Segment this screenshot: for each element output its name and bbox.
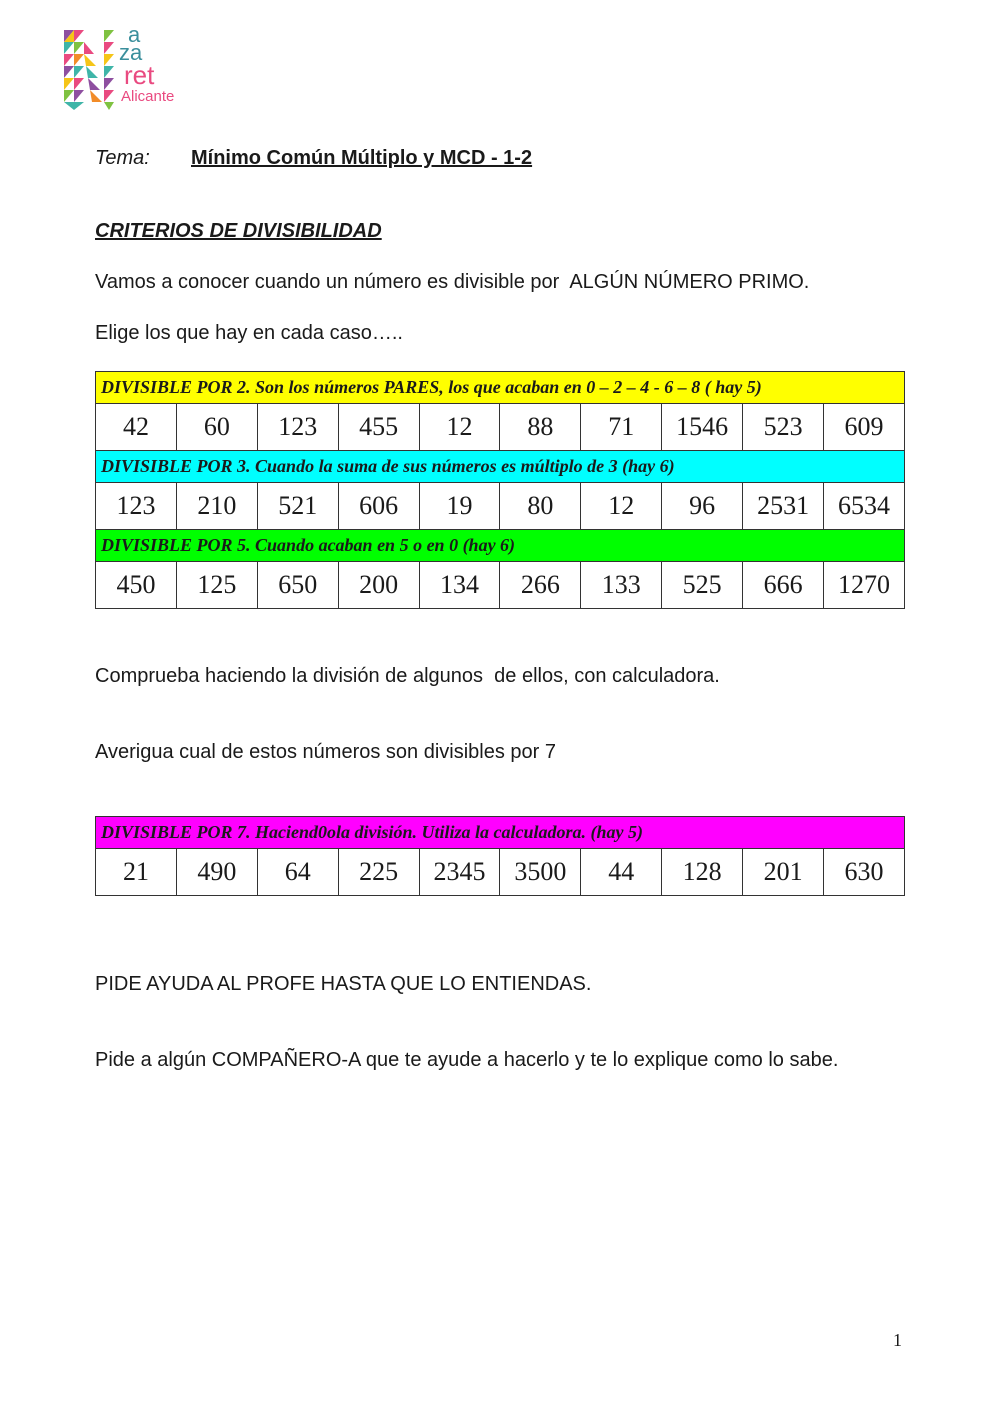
help-teacher-text: PIDE AYUDA AL PROFE HASTA QUE LO ENTIENDAS. xyxy=(95,973,592,995)
logo-text-city: Alicante xyxy=(121,88,175,105)
page-title: Mínimo Común Múltiplo y MCD - 1-2 xyxy=(191,147,533,169)
number-cell[interactable]: 225 xyxy=(338,849,419,896)
number-cell[interactable]: 523 xyxy=(743,404,824,451)
number-cell[interactable]: 266 xyxy=(500,562,581,609)
number-row xyxy=(96,562,905,609)
number-cell[interactable]: 525 xyxy=(662,562,743,609)
number-cell[interactable]: 450 xyxy=(96,562,177,609)
intro-line-1: Vamos a conocer cuando un número es divisible por ALGÚN NÚMERO PRIMO. xyxy=(95,271,810,293)
number-cell[interactable]: 64 xyxy=(257,849,338,896)
number-row xyxy=(96,404,905,451)
number-cell[interactable]: 12 xyxy=(581,483,662,530)
help-classmate-text: Pide a algún COMPAÑERO-A que te ayude a hacerlo y te lo explique como lo sabe. xyxy=(95,1049,839,1071)
number-cell[interactable]: 12 xyxy=(419,404,500,451)
number-cell[interactable]: 1546 xyxy=(662,404,743,451)
logo-text-a: a xyxy=(128,22,141,47)
logo-n-mark-icon xyxy=(64,30,126,110)
logo-text-ret: ret xyxy=(124,60,155,90)
number-cell[interactable]: 200 xyxy=(338,562,419,609)
number-cell[interactable]: 606 xyxy=(338,483,419,530)
tema-label: Tema: xyxy=(95,147,150,169)
page-number: 1 xyxy=(893,1330,902,1350)
number-cell[interactable]: 666 xyxy=(743,562,824,609)
number-cell[interactable]: 88 xyxy=(500,404,581,451)
number-cell[interactable]: 123 xyxy=(257,404,338,451)
section-title: CRITERIOS DE DIVISIBILIDAD xyxy=(95,220,382,242)
number-cell[interactable]: 123 xyxy=(96,483,177,530)
table-header-row xyxy=(96,817,905,849)
number-cell[interactable]: 630 xyxy=(824,849,905,896)
number-cell[interactable]: 134 xyxy=(419,562,500,609)
number-cell[interactable]: 210 xyxy=(176,483,257,530)
number-cell[interactable]: 44 xyxy=(581,849,662,896)
divisibility-table xyxy=(95,371,905,609)
number-row xyxy=(96,849,905,896)
number-cell[interactable]: 21 xyxy=(96,849,177,896)
criterion-header: DIVISIBLE POR 7. Haciend0ola división. Utiliza la calculadora. (hay 5) xyxy=(96,817,905,849)
divisible-by-7-table xyxy=(95,816,905,896)
criterion-header: DIVISIBLE POR 5. Cuando acaban en 5 o en 0 (hay 6) xyxy=(96,530,905,562)
number-cell[interactable]: 128 xyxy=(662,849,743,896)
logo-text-za: za xyxy=(119,40,143,65)
number-cell[interactable]: 2531 xyxy=(743,483,824,530)
number-cell[interactable]: 650 xyxy=(257,562,338,609)
criterion-header: DIVISIBLE POR 2. Son los números PARES, los que acaban en 0 – 2 – 4 - 6 – 8 ( hay 5) xyxy=(96,372,905,404)
number-cell[interactable]: 2345 xyxy=(419,849,500,896)
number-cell[interactable]: 201 xyxy=(743,849,824,896)
number-cell[interactable]: 1270 xyxy=(824,562,905,609)
number-cell[interactable]: 521 xyxy=(257,483,338,530)
number-cell[interactable]: 96 xyxy=(662,483,743,530)
number-cell[interactable]: 60 xyxy=(176,404,257,451)
number-cell[interactable]: 71 xyxy=(581,404,662,451)
table-header-row xyxy=(96,372,905,404)
number-cell[interactable]: 19 xyxy=(419,483,500,530)
number-cell[interactable]: 6534 xyxy=(824,483,905,530)
number-cell[interactable]: 125 xyxy=(176,562,257,609)
intro-line-2: Elige los que hay en cada caso….. xyxy=(95,322,403,344)
number-cell[interactable]: 80 xyxy=(500,483,581,530)
check-instruction: Comprueba haciendo la división de algunos de ellos, con calculadora. xyxy=(95,665,720,687)
number-cell[interactable]: 455 xyxy=(338,404,419,451)
number-row xyxy=(96,483,905,530)
criterion-header: DIVISIBLE POR 3. Cuando la suma de sus números es múltiplo de 3 (hay 6) xyxy=(96,451,905,483)
table-header-row xyxy=(96,451,905,483)
number-cell[interactable]: 3500 xyxy=(500,849,581,896)
table-header-row xyxy=(96,530,905,562)
number-cell[interactable]: 490 xyxy=(176,849,257,896)
number-cell[interactable]: 133 xyxy=(581,562,662,609)
find-seven-instruction: Averigua cual de estos números son divisibles por 7 xyxy=(95,741,556,763)
number-cell[interactable]: 42 xyxy=(96,404,177,451)
school-logo xyxy=(64,22,214,110)
number-cell[interactable]: 609 xyxy=(824,404,905,451)
